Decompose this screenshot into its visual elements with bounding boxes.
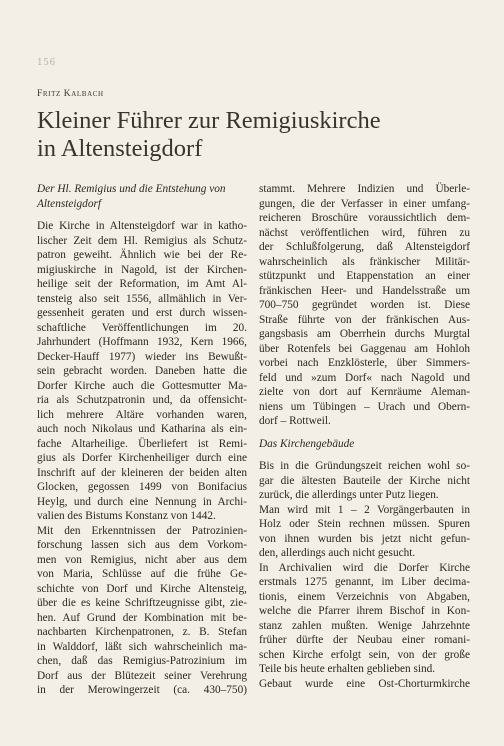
text-line: Die Kirche in Altensteigdorf war in katho- — [37, 220, 247, 232]
text-line: lich mehrere Altäre vorhanden waren, — [37, 408, 247, 421]
text-line: fränkischen Heer- und Handelsstraße um — [259, 284, 470, 297]
text-line: ria als Schutzpatronin und, da offensicht- — [37, 394, 247, 406]
text-line: In Archivalien wird die Dorfer Kirche — [259, 561, 470, 574]
text-line: erstmals 1275 genannt, im Liber decima- — [259, 576, 470, 588]
text-line: gangsbasis am Oberrhein durchs Murgtal — [259, 328, 470, 340]
text-line: niens um Tübingen – Urach und Obern- — [259, 400, 470, 413]
text-line: von ihnen wurden bis jetzt nicht gefun- — [259, 532, 470, 545]
title-line: Kleiner Führer zur Remigiuskirche — [37, 107, 381, 134]
text-line: forschung lassen sich aus dem Vorkom- — [37, 539, 247, 551]
text-line: Teile bis heute erhalten geblieben sind. — [259, 663, 436, 675]
body-text — [37, 219, 247, 698]
text-line: gungen, die der Verfasser in einer umfang- — [259, 197, 470, 210]
text-line: stanz zahlen mußten. Wenige Jahrzehnte — [259, 619, 470, 632]
text-line: nächst veröffentlichen wird, führen zu — [259, 226, 470, 239]
text-line: sein gebracht worden. Daneben hatte die — [37, 365, 247, 377]
text-line: tionis, einem Verzeichnis von Abgaben, — [259, 590, 470, 603]
text-line: früher dürfte der Neubau einer romani- — [259, 634, 470, 646]
heading-line: Der Hl. Remigius und die Entstehung von — [37, 183, 226, 195]
text-line: gessenheit geraten und erst durch wissen- — [37, 307, 247, 319]
text-line: feld und »zum Dorf« nach Nagold und — [259, 371, 470, 384]
text-line: über Rotenfels bei Gaggenau am Hohloh — [259, 342, 470, 355]
text-line: Dorfer Kirche auch die Gottesmutter Ma- — [37, 379, 247, 392]
text-line: den, allerdings auch nicht gesucht. — [259, 547, 416, 559]
text-line: lischer Zeit dem Hl. Remigius als Schutz- — [37, 234, 247, 247]
text-line: Man wird mit 1 – 2 Vorgängerbauten in — [259, 503, 470, 516]
text-line: dorf – Rottweil. — [259, 415, 331, 427]
text-line: Holz oder Stein rechnen müssen. Spuren — [259, 518, 470, 530]
text-line: zielte von dort auf Kernräume Aleman- — [259, 386, 470, 398]
text-line: in der Merowingerzeit (ca. 430–750) — [37, 684, 247, 696]
left-column — [37, 182, 247, 698]
text-line: chen, daß das Remigius-Patrozinium im — [37, 655, 247, 667]
text-line: über die es keine Schriftzeugnisse gibt, zie- — [37, 597, 247, 609]
text-line: schichte von Dorf und Kirche Altensteig, — [37, 582, 247, 595]
text-line: welche die Pfarrer ihrem Bischof in Kon- — [259, 605, 470, 617]
heading-line: Altensteigdorf — [37, 197, 102, 210]
author-name: Fritz Kalbach — [37, 89, 104, 99]
text-line: stützpunkt und Etappenstation an einer — [259, 270, 470, 282]
title-line: in Altensteigdorf — [37, 135, 203, 162]
text-line: nachbarten Kirchenpatronen, z. B. Stefan — [37, 626, 247, 638]
right-column — [259, 182, 470, 691]
section-heading — [37, 182, 247, 211]
text-line: tensteig also seit 1556, allmählich in Ver- — [37, 292, 247, 305]
text-line: gar die ältesten Bauteile der Kirche nicht — [259, 474, 470, 487]
text-line: reicheren Broschüre voraussichtlich dem- — [259, 212, 470, 224]
article-title — [37, 107, 477, 163]
text-line: Straße führte von der fränkischen Aus- — [259, 313, 470, 326]
text-line: Heylg, und durch eine Nennung in Archi- — [37, 495, 247, 508]
text-line: gius als Dorfer Kirchenheiliger durch eine — [37, 452, 247, 464]
text-line: hen. Auf Grund der Kombination mit be- — [37, 611, 247, 624]
text-line: stammt. Mehrere Indizien und Überle- — [259, 183, 470, 195]
text-line: auch noch Nikolaus und Katharina als ein- — [37, 423, 247, 435]
text-line: patron geweiht. Ähnlich wie bei der Re- — [37, 249, 247, 261]
text-line: Inschrift auf der kleineren der beiden alten — [37, 466, 247, 479]
text-line: Bis in die Gründungszeit reichen wohl so- — [259, 460, 470, 472]
text-line: valien des Bistums Konstanz von 1442. — [37, 510, 216, 522]
body-text — [259, 459, 470, 691]
text-line: fache Altarheilige. Überliefert ist Remi- — [37, 437, 247, 450]
text-line: vorbei nach Enzklösterle, über Simmers- — [259, 357, 470, 369]
text-line: schen Kirche erfolgt sein, von der große — [259, 648, 470, 661]
text-line: Glocken, gegossen 1499 von Bonifacius — [37, 481, 247, 493]
text-line: men von Remigius, nicht aber aus dem — [37, 553, 247, 566]
text-line: der Schlußfolgerung, daß Altensteigdorf — [259, 241, 470, 253]
text-line: heilige seit der Reformation, im Amt Al- — [37, 278, 247, 290]
text-line: migiuskirche in Nagold, ist der Kirchen- — [37, 263, 247, 276]
text-line: Decker-Hauff 1977) wieder ins Bewußt- — [37, 350, 247, 363]
page-number: 156 — [37, 58, 56, 68]
text-line: Gebaut wurde eine Ost-Chorturmkirche — [259, 677, 470, 690]
text-line: zurück, die allerdings unter Putz liegen. — [259, 489, 439, 501]
text-line: von Maria, Schlüsse auf die frühe Ge- — [37, 568, 247, 580]
text-line: Jahrhundert (Hoffmann 1932, Kern 1966, — [37, 336, 247, 348]
body-text — [259, 182, 470, 429]
text-line: 700–750 gegründet worden ist. Diese — [259, 299, 470, 311]
text-line: Dorf aus der Blütezeit seiner Verehrung — [37, 669, 247, 682]
text-line: wahrscheinlich als fränkischer Militär- — [259, 255, 470, 268]
section-heading: Das Kirchengebäude — [259, 437, 355, 450]
text-line: in Walddorf, läßt sich wahrscheinlich ma- — [37, 640, 247, 653]
text-line: Mit den Erkenntnissen der Patrozinien- — [37, 524, 247, 537]
text-line: schaftliche Veröffentlichungen im 20. — [37, 321, 247, 334]
